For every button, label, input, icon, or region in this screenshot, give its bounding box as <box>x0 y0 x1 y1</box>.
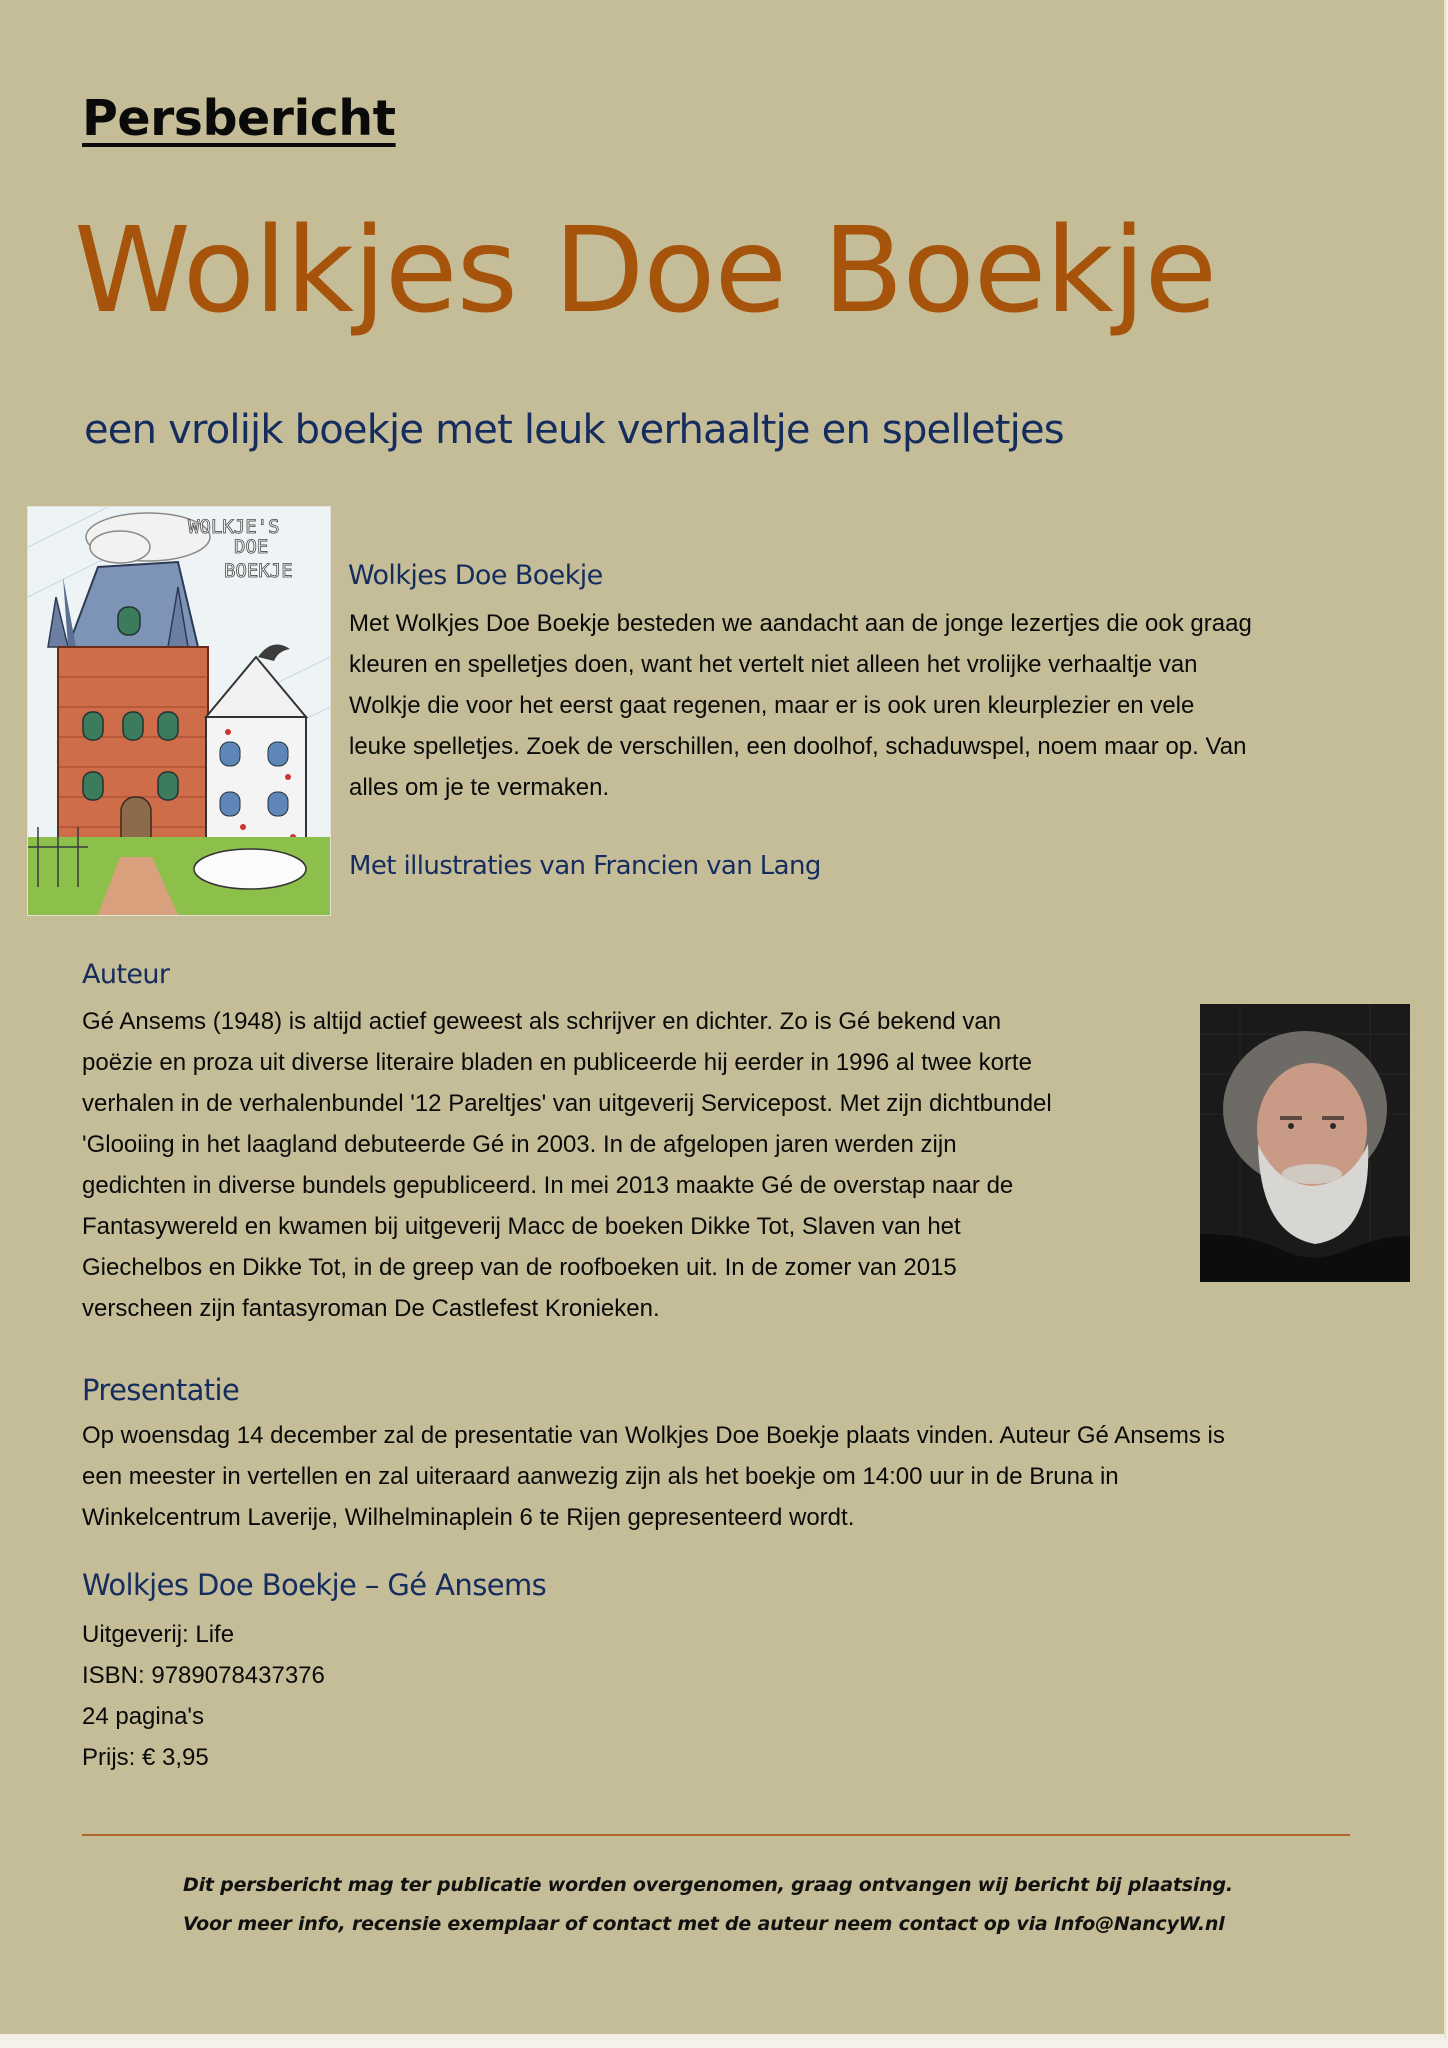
presentation-text-line: een meester in vertellen en zal uiteraard aanwezig zijn als het boekje om 14:00 uur in de Bruna in <box>82 1463 1119 1490</box>
book-description-line: kleuren en spelletjes doen, want het vertelt niet alleen het vrolijke verhaaltje van <box>349 651 1198 678</box>
book-title-banner: Wolkjes Doe Boekje <box>74 201 1217 339</box>
footer-divider <box>82 1834 1350 1836</box>
author-bio-line: verhalen in de verhalenbundel '12 Pareltjes' van uitgeverij Servicepost. Met zijn dichtbundel <box>82 1090 1052 1117</box>
author-bio-line: 'Glooiing in het laagland debuteerde Gé in 2003. In de afgelopen jaren werden zijn <box>82 1131 957 1158</box>
author-bio-line: verscheen zijn fantasyroman De Castlefest Kronieken. <box>82 1295 660 1322</box>
illustrator-credit: Met illustraties van Francien van Lang <box>349 851 821 881</box>
book-cover-image <box>27 506 331 916</box>
author-bio-line: poëzie en proza uit diverse literaire bladen en publiceerde hij eerder in 1996 al twee korte <box>82 1049 1032 1076</box>
price-detail: Prijs: € 3,95 <box>82 1744 209 1771</box>
book-subtitle: een vrolijk boekje met leuk verhaaltje en spelletjes <box>84 407 1064 453</box>
author-bio-line: Giechelbos en Dikke Tot, in de greep van de roofboeken uit. In de zomer van 2015 <box>82 1254 957 1281</box>
book-description-line: Met Wolkjes Doe Boekje besteden we aandacht aan de jonge lezertjes die ook graag <box>349 610 1252 637</box>
book-description <box>349 603 1252 808</box>
cover-title-line: BOEKJE <box>224 560 293 582</box>
cover-title-line: DOE <box>234 536 269 558</box>
page-count-detail: 24 pagina's <box>82 1703 205 1730</box>
presentation-text <box>82 1415 1225 1538</box>
cover-title-line: WOLKJE'S <box>188 516 280 538</box>
author-bio-line: Fantasywereld en kwamen bij uitgeverij Macc de boeken Dikke Tot, Slaven van het <box>82 1213 961 1240</box>
book-section-heading: Wolkjes Doe Boekje <box>348 560 603 591</box>
publisher-detail: Uitgeverij: Life <box>82 1621 235 1648</box>
isbn-detail: ISBN: 9789078437376 <box>82 1662 325 1689</box>
presentation-text-line: Winkelcentrum Laverije, Wilhelminaplein 6 te Rijen gepresenteerd wordt. <box>82 1504 855 1531</box>
document-type-label: Persbericht <box>82 90 396 147</box>
author-photo <box>1200 1004 1410 1282</box>
book-description-line: alles om je te vermaken. <box>349 774 610 801</box>
author-bio-line: Gé Ansems (1948) is altijd actief geweest als schrijver en dichter. Zo is Gé bekend van <box>82 1008 1002 1035</box>
author-section-heading: Auteur <box>82 959 170 990</box>
book-description-line: leuke spelletjes. Zoek de verschillen, een doolhof, schaduwspel, noem maar op. Van <box>349 733 1247 760</box>
presentation-section-heading: Presentatie <box>82 1373 240 1407</box>
book-details-list <box>82 1614 325 1778</box>
footer-publication-note: Dit persbericht mag ter publicatie worden overgenomen, graag ontvangen wij bericht bij plaatsing. <box>183 1874 1233 1896</box>
footer-contact-note: Voor meer info, recensie exemplaar of contact met de auteur neem contact op via Info@NancyW.nl <box>183 1913 1225 1935</box>
presentation-text-line: Op woensdag 14 december zal de presentatie van Wolkjes Doe Boekje plaats vinden. Auteur Gé Ansems is <box>82 1422 1225 1449</box>
author-bio <box>82 1001 1052 1329</box>
author-bio-line: gedichten in diverse bundels gepubliceerd. In mei 2013 maakte Gé de overstap naar de <box>82 1172 1014 1199</box>
book-details-heading: Wolkjes Doe Boekje – Gé Ansems <box>82 1568 547 1602</box>
book-description-line: Wolkje die voor het eerst gaat regenen, maar er is ook uren kleurplezier en vele <box>349 692 1195 719</box>
